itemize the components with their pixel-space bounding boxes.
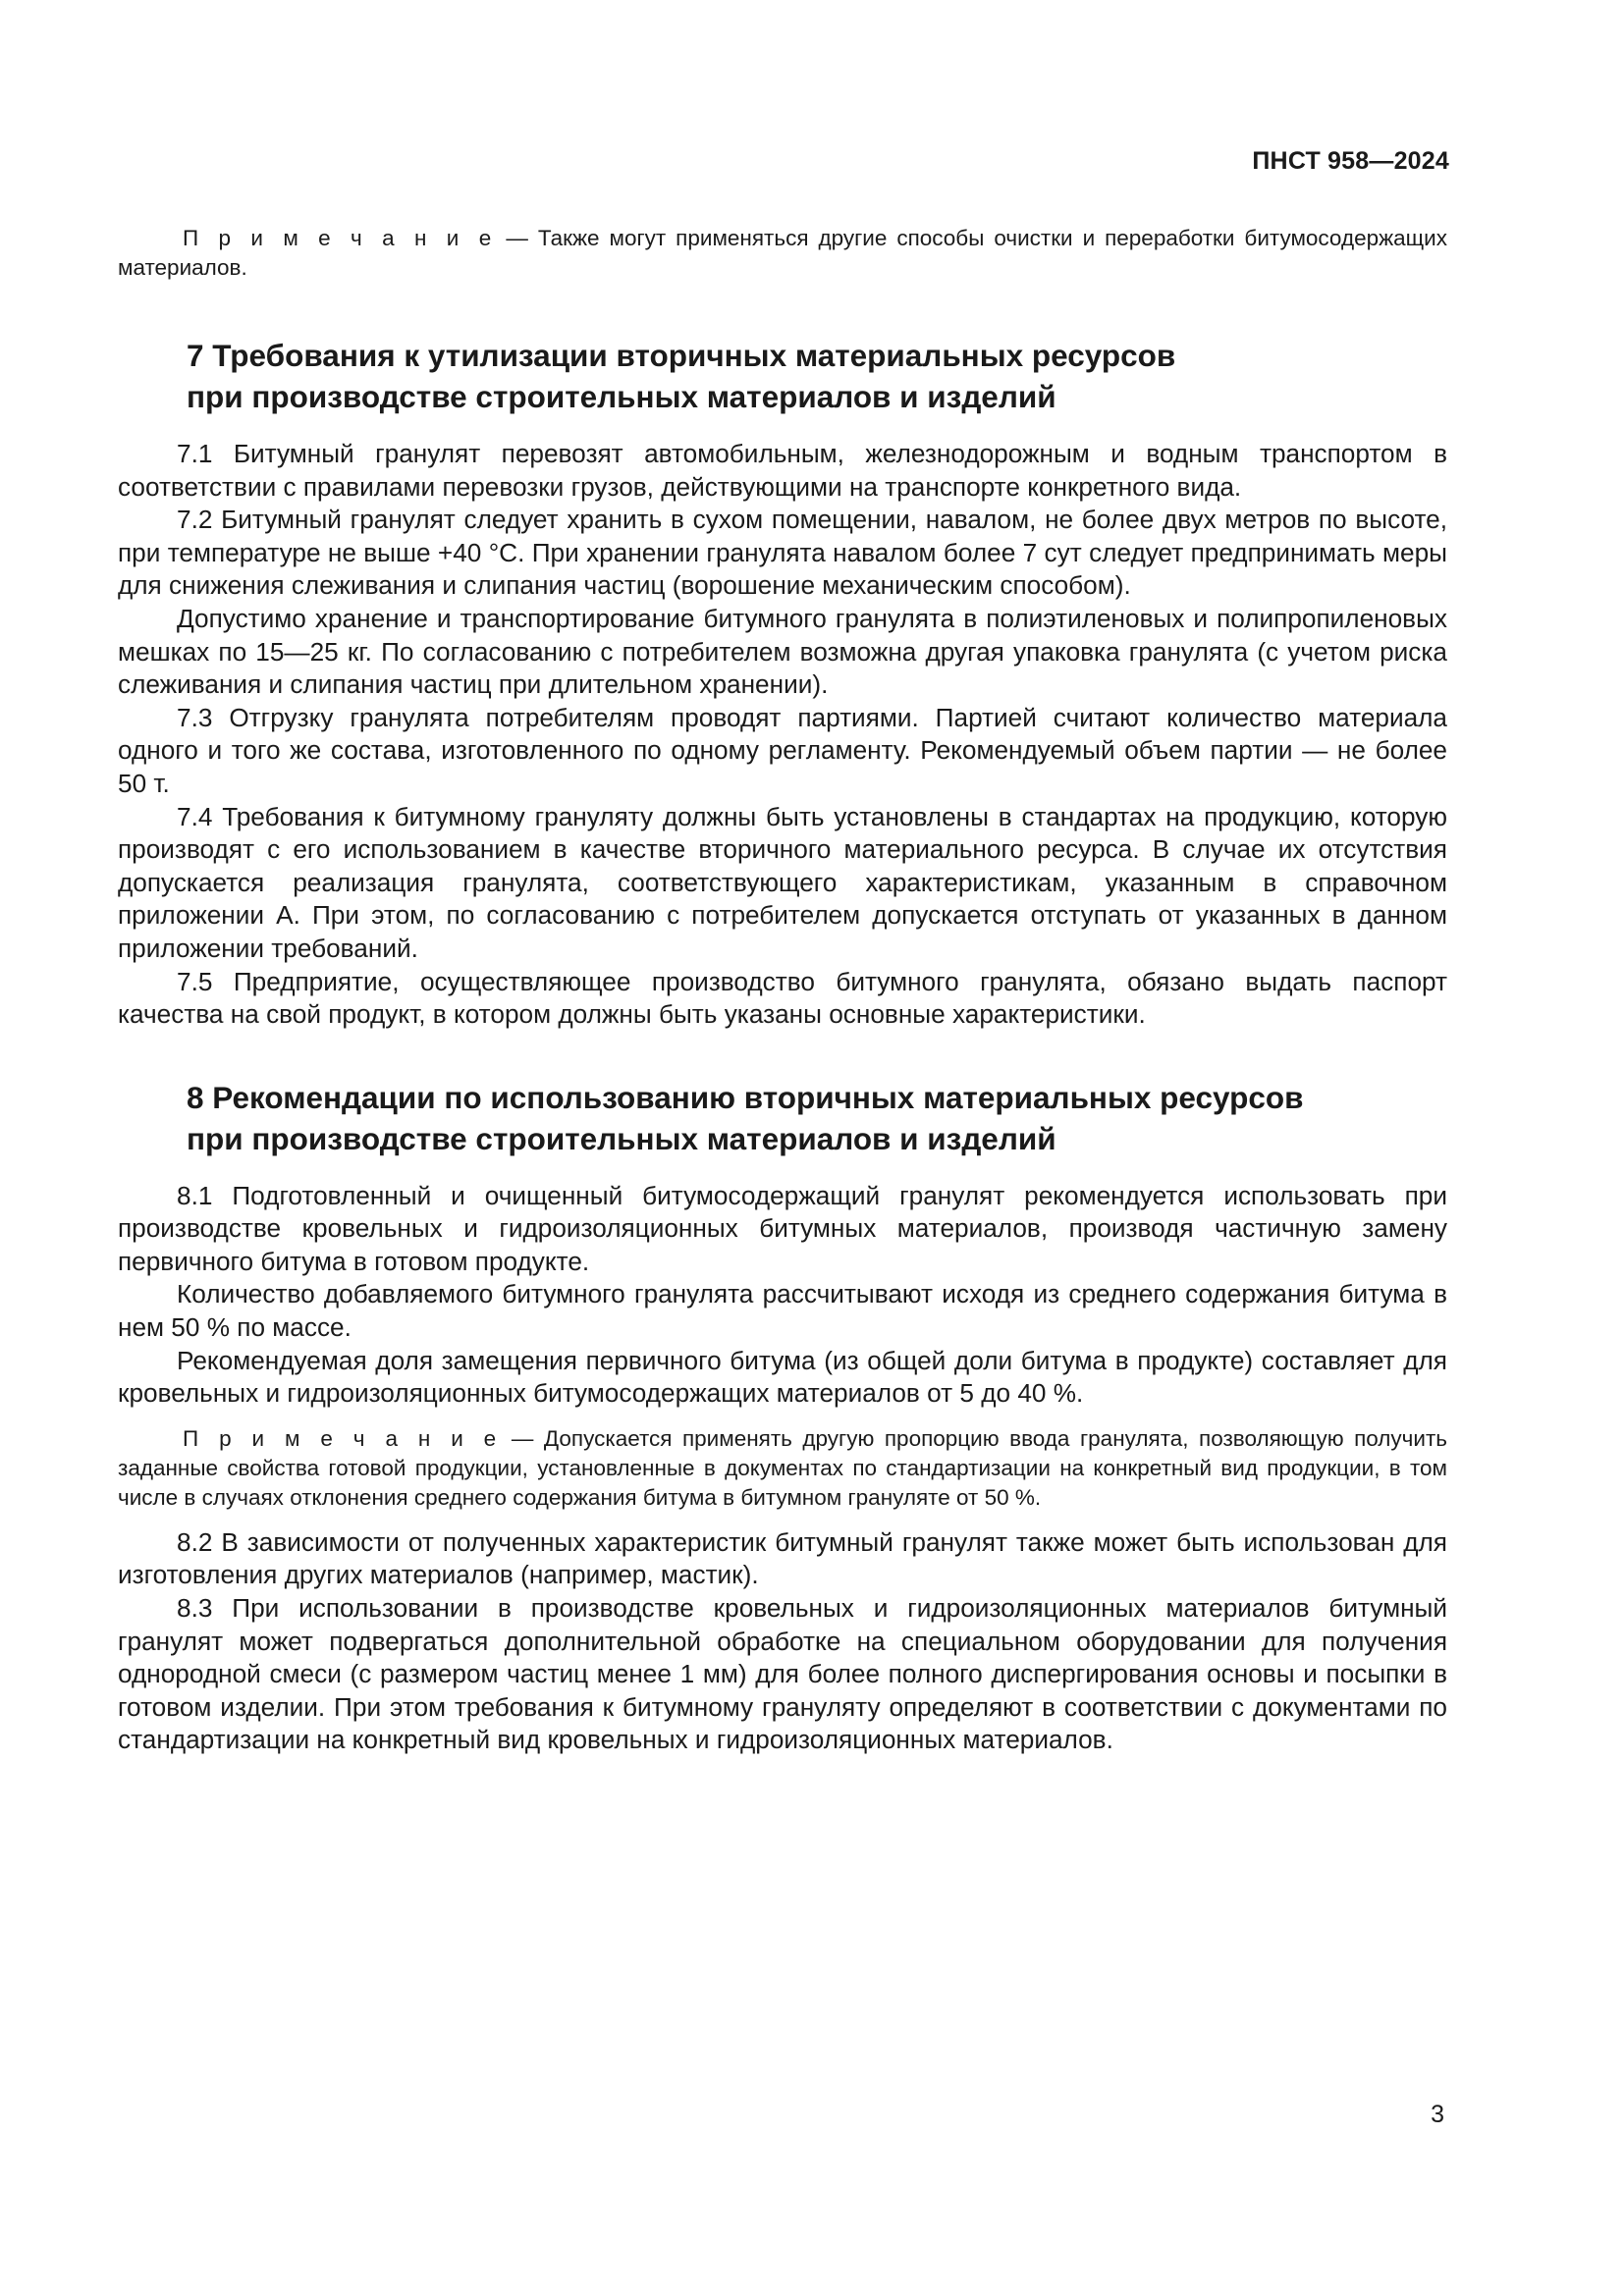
paragraph-7-4: 7.4 Требования к битумному грануляту должны быть установлены в стандартах на продукцию, которую производят с его использованием в качестве вторичного материального ресурса. В случае их отсутствия допускается реализация гранулята, соответствующего характеристикам, указанным в справочном приложении А. При этом, по согласованию с потребителем допускается отступать от указанных в данном приложении требований. [118, 801, 1447, 963]
paragraph-8-3: 8.3 При использовании в производстве кровельных и гидроизоляционных материалов битумный гранулят может подвергаться дополнительной обработке на специальном оборудовании для получения однородной смеси (с размером частиц менее 1 мм) для более полного диспергирования основы и посыпки в готовом изделии. При этом требования к битумному грануляту определяют в соответствии с документами по стандартизации на конкретный вид кровельных и гидроизоляционных материалов. [118, 1593, 1447, 1755]
paragraph-7-3: 7.3 Отгрузку гранулята потребителям проводят партиями. Партией считают количество материала одного и того же состава, изготовленного по одному регламенту. Рекомендуемый объем партии — не более 50 т. [118, 702, 1447, 798]
paragraph-8-1-share: Рекомендуемая доля замещения первичного битума (из общей доли битума в продукте) составляет для кровельных и гидроизоляционных битумосодержащих материалов от 5 до 40 %. [118, 1345, 1447, 1409]
note-text: — Допускается применять другую пропорцию ввода гранулята, позволяющую получить заданные свойства готовой продукции, установленные в документах по стандартизации на конкретный вид продукции, в том числе в случаях отклонения среднего содержания битума в битумном грануляте от 50 %. [118, 1425, 1447, 1510]
note-label: П р и м е ч а н и е [183, 1425, 502, 1451]
section-7-heading [118, 335, 1447, 417]
note-top [118, 224, 1447, 283]
paragraph-8-1-quantity: Количество добавляемого битумного гранулята рассчитывают исходя из среднего содержания битума в нем 50 % по массе. [118, 1279, 1447, 1343]
paragraph-7-2: 7.2 Битумный гранулят следует хранить в сухом помещении, навалом, не более двух метров по высоте, при температуре не выше +40 °С. При хранении гранулята навалом более 7 сут следует предпринимать меры для снижения слеживания и слипания частиц (ворошение механическим способом). [118, 505, 1447, 601]
section-7-title-line-2: при производстве строительных материалов и изделий [187, 379, 1056, 414]
paragraph-7-5: 7.5 Предприятие, осуществляющее производство битумного гранулята, обязано выдать паспорт качества на свой продукт, в котором должны быть указаны основные характеристики. [118, 966, 1447, 1030]
note-section-8 [118, 1424, 1447, 1513]
page-number: 3 [1431, 2101, 1444, 2128]
section-8-title-line-1: 8 Рекомендации по использованию вторичных материальных ресурсов [187, 1079, 1304, 1115]
section-8-heading [118, 1077, 1447, 1159]
section-7-title-line-1: 7 Требования к утилизации вторичных материальных ресурсов [187, 338, 1176, 373]
paragraph-8-1: 8.1 Подготовленный и очищенный битумосодержащий гранулят рекомендуется использовать при производстве кровельных и гидроизоляционных битумных материалов, производя частичную замену первичного битума в готовом продукте. [118, 1180, 1447, 1276]
note-text: — Также могут применяться другие способы очистки и переработки битумосодержащих материалов. [118, 226, 1447, 280]
paragraph-7-2-storage: Допустимо хранение и транспортирование битумного гранулята в полиэтиленовых и полипропиленовых мешках по 15—25 кг. По согласованию с потребителем возможна другая упаковка гранулята (с учетом риска слеживания и слипания частиц при длительном хранении). [118, 603, 1447, 700]
paragraph-8-2: 8.2 В зависимости от полученных характеристик битумный гранулят также может быть использован для изготовления других материалов (например, мастик). [118, 1526, 1447, 1590]
note-label: П р и м е ч а н и е [183, 226, 497, 250]
section-8-title-line-2: при производстве строительных материалов и изделий [187, 1120, 1056, 1156]
page-content [118, 224, 1447, 1757]
document-code: ПНСТ 958—2024 [1252, 147, 1449, 175]
paragraph-7-1: 7.1 Битумный гранулят перевозят автомобильным, железнодорожным и водным транспортом в соответствии с правилами перевозки грузов, действующими на транспорте конкретного вида. [118, 439, 1447, 502]
